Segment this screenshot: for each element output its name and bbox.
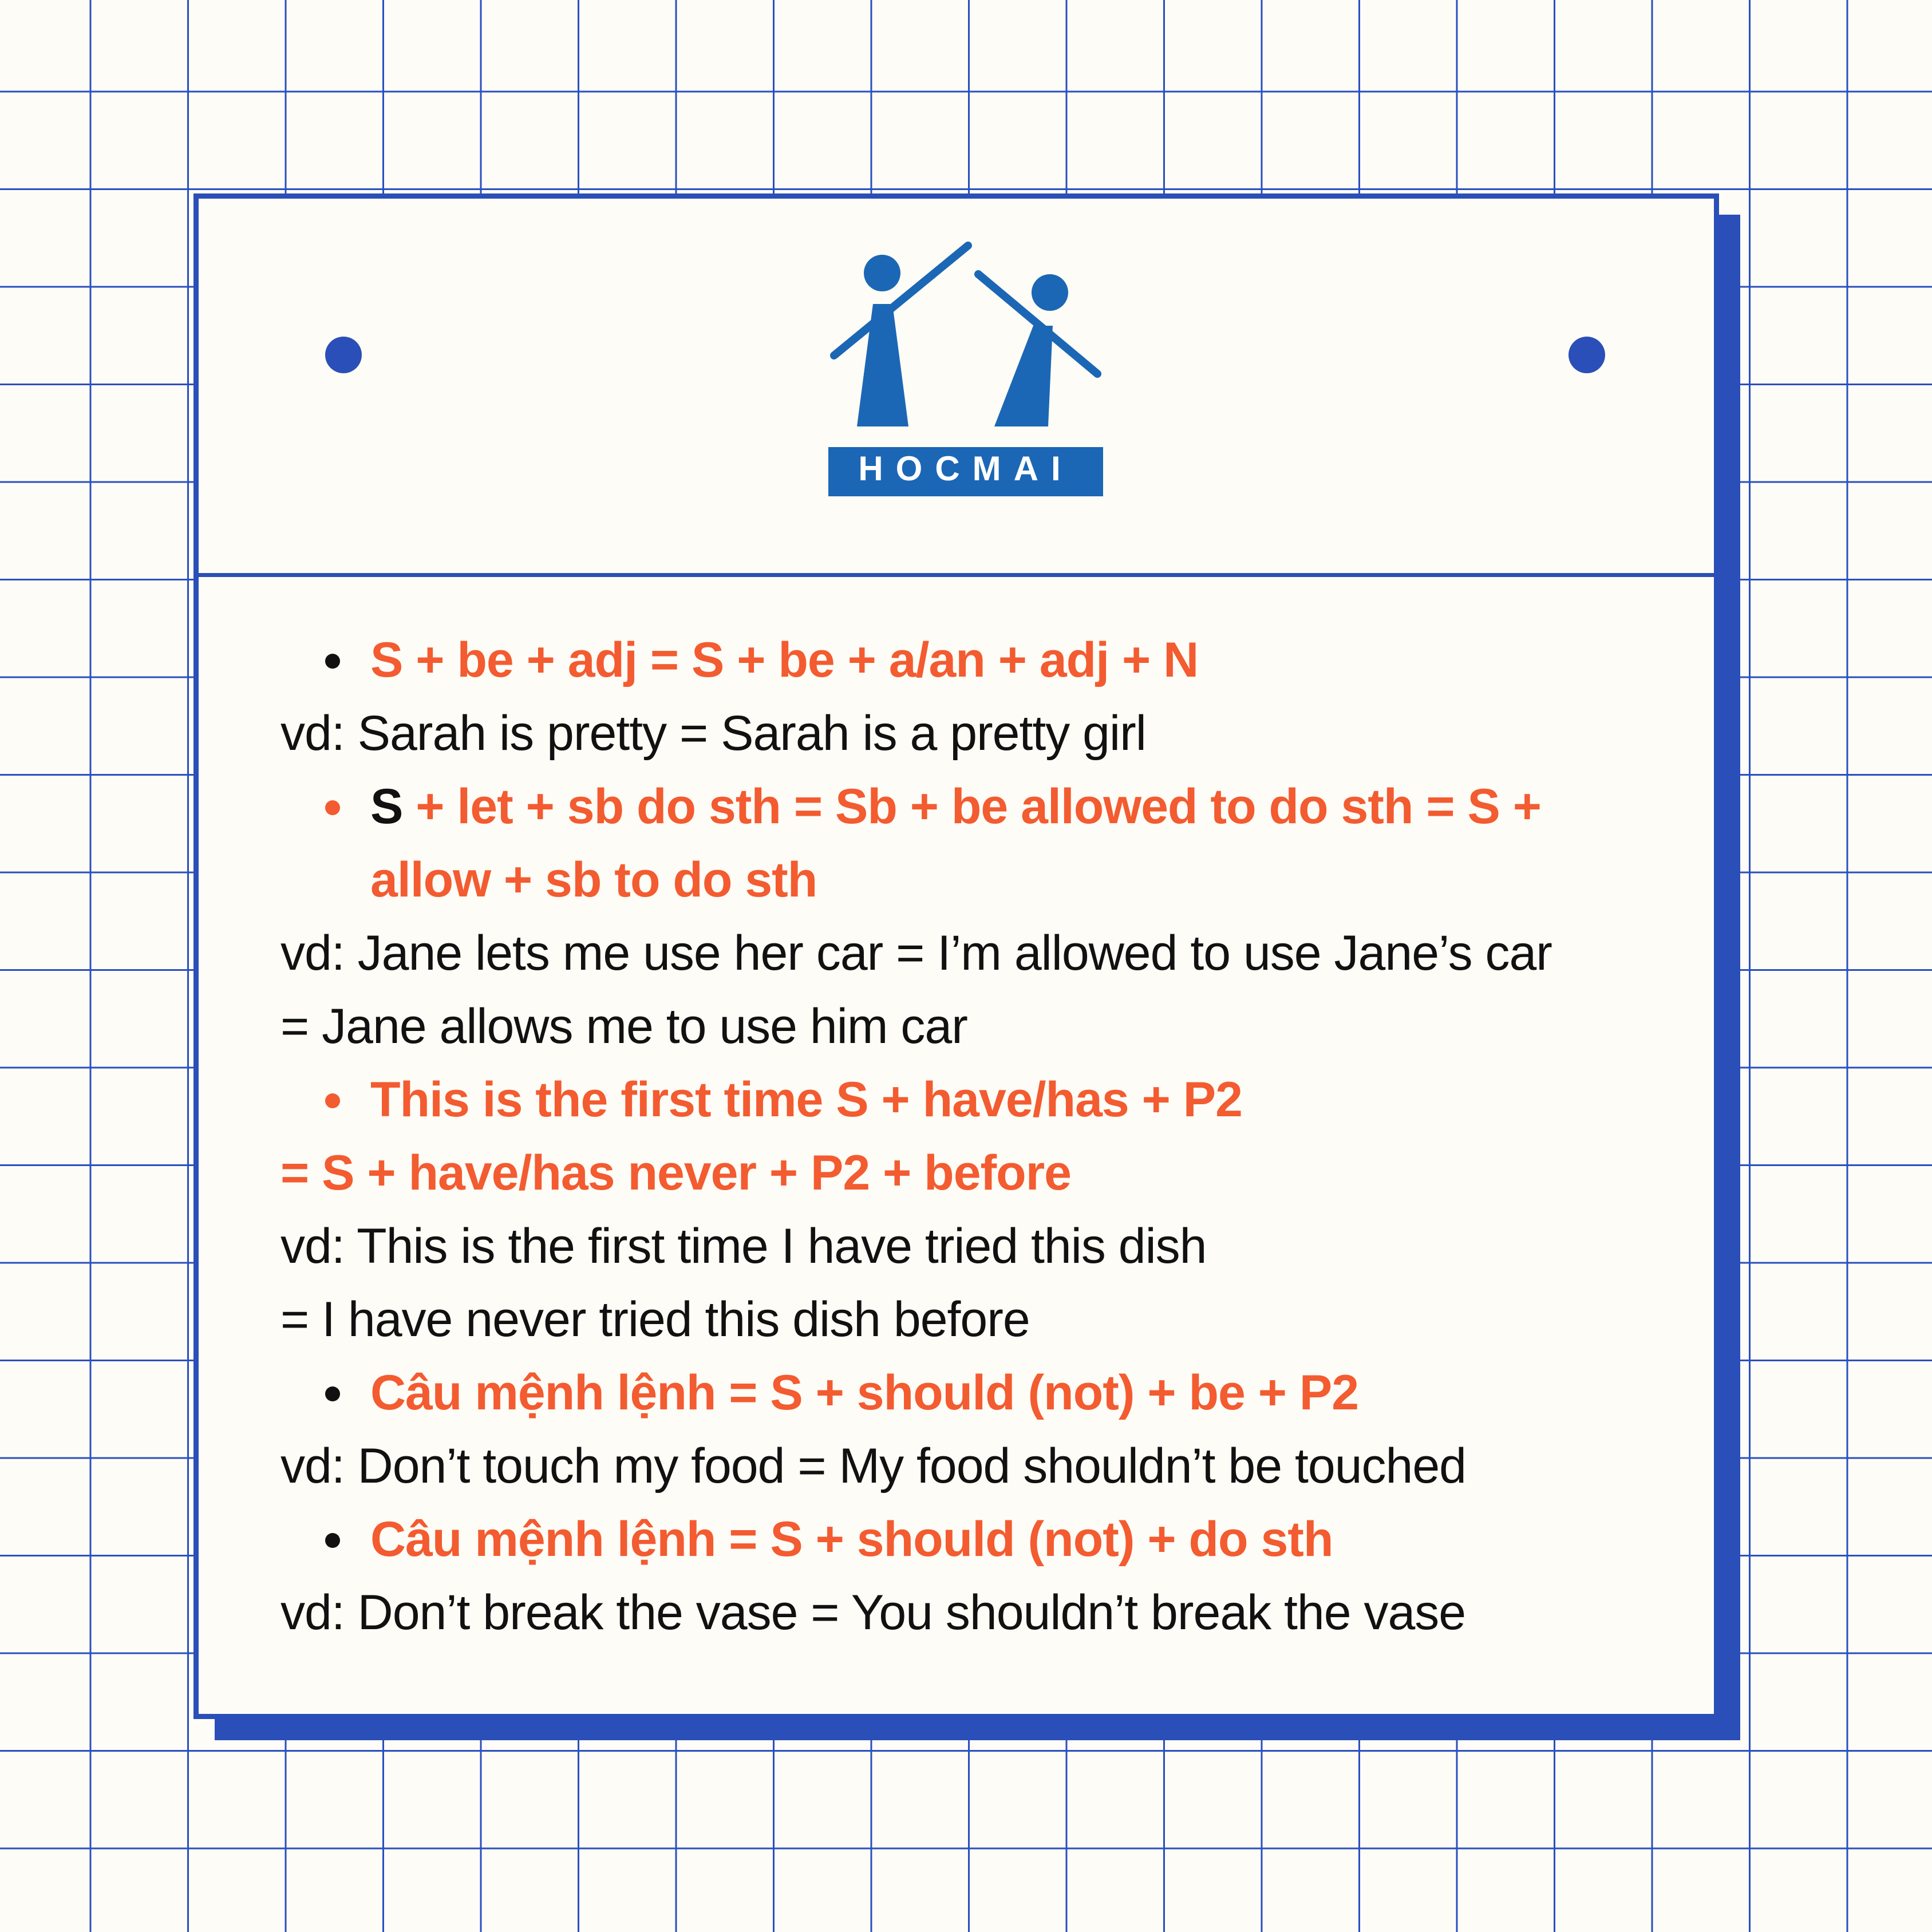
- example-line: vd: Don’t break the vase = You shouldn’t break the vase: [280, 1585, 1466, 1640]
- example-line: = Jane allows me to use him car: [280, 999, 967, 1054]
- hocmai-logo: [828, 240, 1103, 503]
- decorative-dot-left: [325, 337, 362, 373]
- rule-formula: This is the first time S + have/has + P2: [370, 1072, 1242, 1127]
- rule-formula: Câu mệnh lệnh = S + should (not) + do sth: [370, 1512, 1333, 1567]
- rule-formula: = S + have/has never + P2 + before: [280, 1145, 1072, 1200]
- decorative-dot-right: [1568, 337, 1605, 373]
- example-line: vd: This is the first time I have tried this dish: [280, 1219, 1207, 1274]
- rule-formula: S + be + adj = S + be + a/an + adj + N: [370, 633, 1199, 688]
- example-line: vd: Sarah is pretty = Sarah is a pretty girl: [280, 706, 1146, 761]
- rule-bullet-5: [280, 1503, 1654, 1576]
- example-line: vd: Jane lets me use her car = I’m allowed to use Jane’s car: [280, 926, 1552, 981]
- rule-formula: + let + sb do sth = Sb + be allowed to do sth = S +: [402, 779, 1541, 834]
- rule-subject: S: [370, 779, 403, 834]
- grammar-card: [193, 193, 1719, 1719]
- rule-formula: Câu mệnh lệnh = S + should (not) + be + P2: [370, 1365, 1359, 1420]
- rule-continuation: [280, 843, 1654, 916]
- example-line: vd: Don’t touch my food = My food shouldn’t be touched: [280, 1439, 1467, 1494]
- rule-bullet-4: [280, 1356, 1654, 1429]
- card-header: [199, 199, 1714, 577]
- rule-continuation: [280, 1136, 1654, 1210]
- rule-bullet-1: [280, 623, 1654, 697]
- rule-bullet-2: [280, 770, 1654, 843]
- rule-formula: allow + sb to do sth: [370, 852, 817, 907]
- grammar-content: [280, 623, 1654, 1649]
- logo-text: HOCMAI: [858, 449, 1073, 488]
- example-line: = I have never tried this dish before: [280, 1292, 1030, 1347]
- rule-bullet-3: [280, 1063, 1654, 1136]
